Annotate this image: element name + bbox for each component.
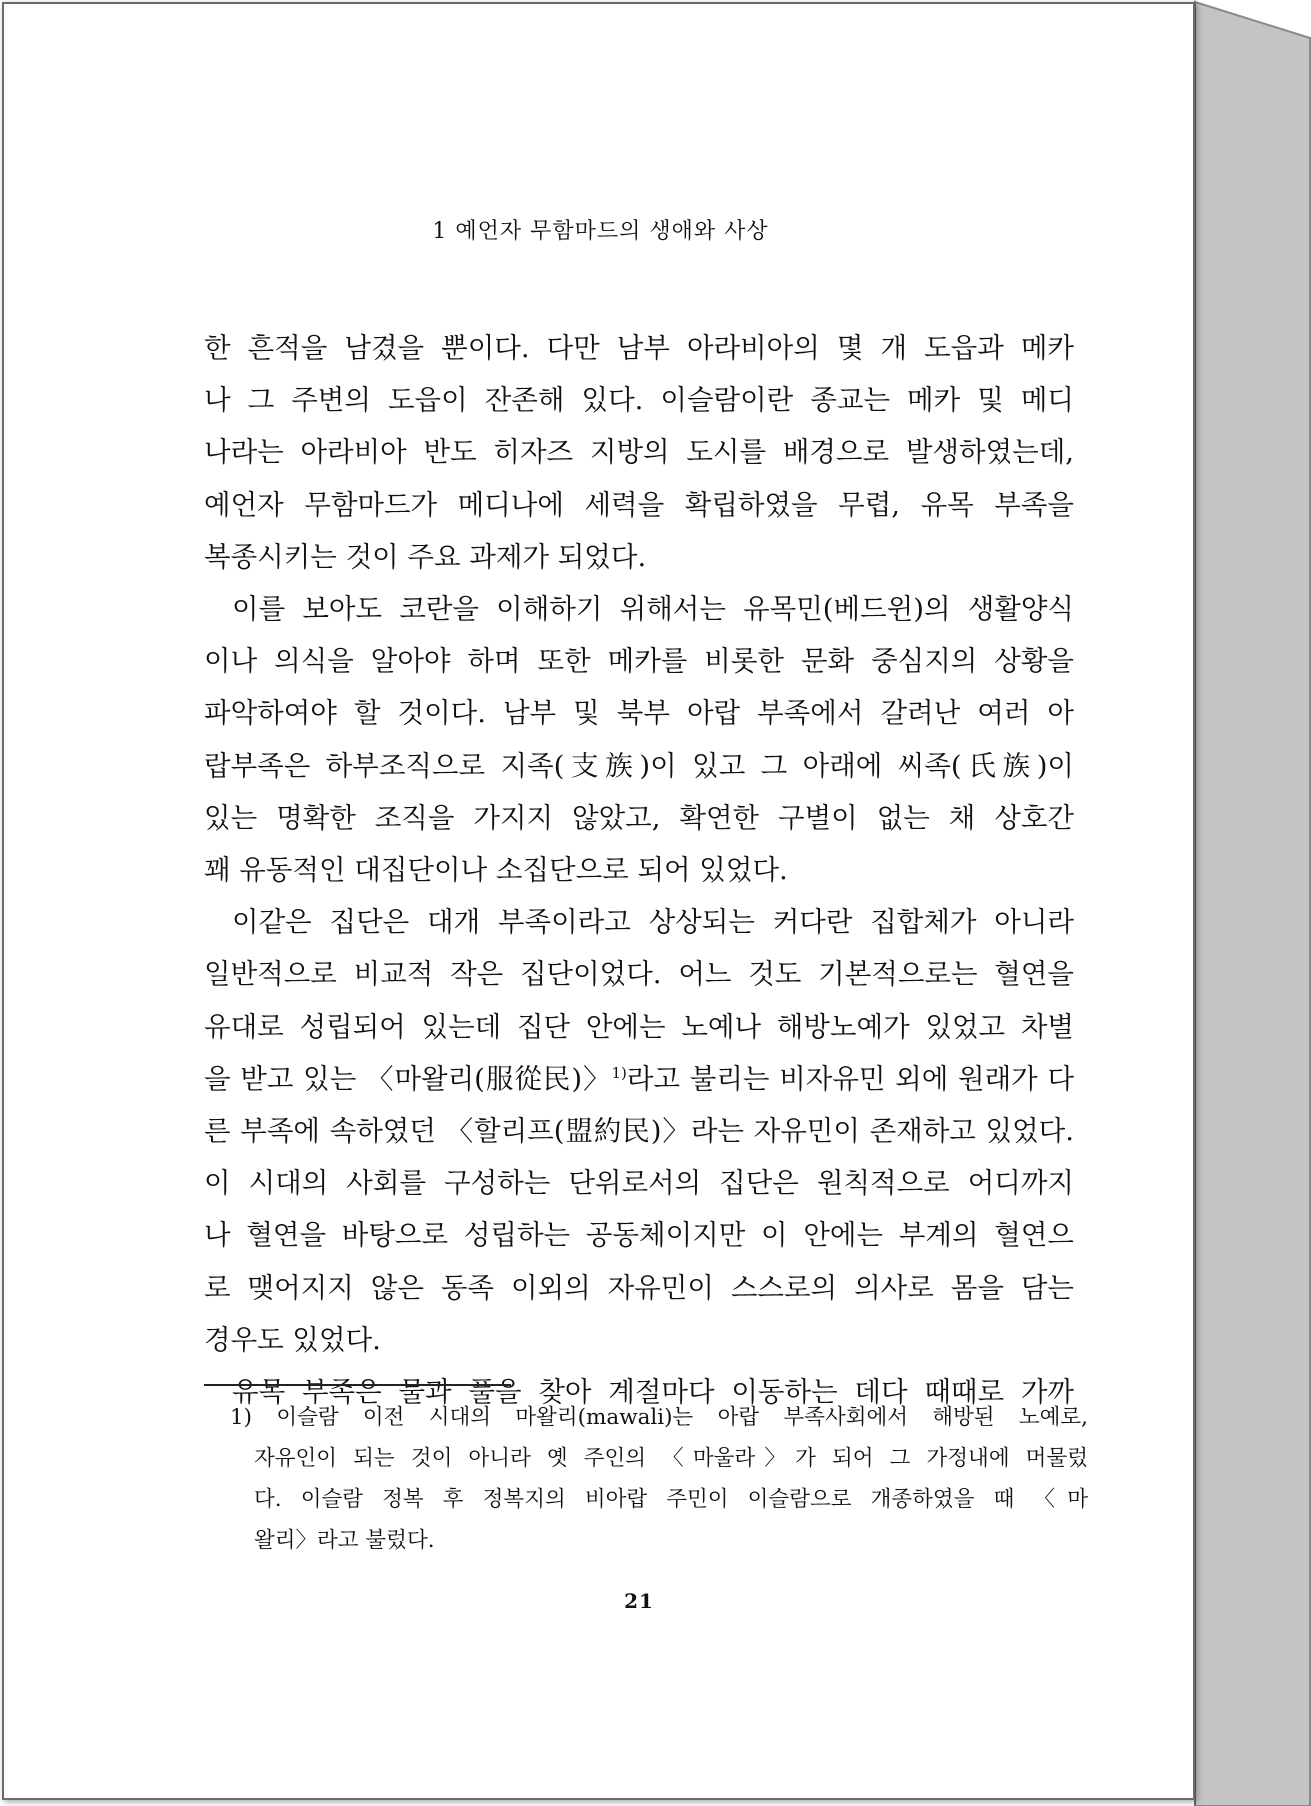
book-page bbox=[2, 2, 1195, 1800]
text-line: 이같은 집단은 대개 부족이라고 상상되는 커다란 집합체가 아니라 bbox=[232, 906, 1074, 939]
text-segment: 라고 불리는 비자유민 외에 원래가 다 bbox=[626, 1062, 1075, 1095]
text-line: 이를 보아도 코란을 이해하기 위해서는 유목민(베드윈)의 생활양식 bbox=[232, 593, 1074, 626]
text-line: 이나 의식을 알아야 하며 또한 메카를 비롯한 문화 중심지의 상황을 bbox=[204, 645, 1074, 678]
text-line-with-footnote bbox=[204, 1053, 1074, 1105]
text-line: 예언자 무함마드가 메디나에 세력을 확립하였을 무렵, 유목 부족을 bbox=[204, 488, 1074, 521]
text-line: 로 맺어지지 않은 동족 이외의 자유민이 스스로의 의사로 몸을 담는 bbox=[204, 1271, 1074, 1304]
text-line: 파악하여야 할 것이다. 남부 및 북부 아랍 부족에서 갈려난 여러 아 bbox=[204, 697, 1074, 730]
footnote-line: 다. 이슬람 정복 후 정복지의 비아랍 주민이 이슬람으로 개종하였을 때 〈마 bbox=[254, 1487, 1088, 1512]
footnote bbox=[230, 1397, 1088, 1561]
text-line: 있는 명확한 조직을 가지지 않았고, 확연한 구별이 없는 채 상호간 bbox=[204, 801, 1074, 834]
text-line: 유대로 성립되어 있는데 집단 안에는 노예나 해방노예가 있었고 차별 bbox=[204, 1010, 1074, 1043]
footnote-line: 왈리〉라고 불렀다. bbox=[254, 1528, 435, 1553]
text-segment: 을 받고 있는 〈마왈리(服從民)〉 bbox=[204, 1062, 612, 1095]
text-line: 나라는 아라비아 반도 히자즈 지방의 도시를 배경으로 발생하였는데, bbox=[204, 436, 1074, 469]
text-line: 른 부족에 속하였던 〈할리프(盟約民)〉라는 자유민이 존재하고 있었다. bbox=[204, 1115, 1074, 1148]
text-line: 한 흔적을 남겼을 뿐이다. 다만 남부 아라비아의 몇 개 도읍과 메카 bbox=[204, 332, 1074, 364]
footnote-text: 이슬람 이전 시대의 마왈리(mawali)는 아랍 부족사회에서 해방된 노예로, bbox=[276, 1405, 1088, 1430]
text-line: 일반적으로 비교적 작은 집단이었다. 어느 것도 기본적으로는 혈연을 bbox=[204, 958, 1074, 991]
text-line: 경우도 있었다. bbox=[204, 1323, 381, 1356]
running-head: 1 예언자 무함마드의 생애와 사상 bbox=[432, 219, 769, 244]
footnote-line bbox=[230, 1397, 1088, 1438]
footnote-divider bbox=[204, 1384, 511, 1386]
page-number: 21 bbox=[624, 1589, 654, 1613]
text-line: 꽤 유동적인 대집단이나 소집단으로 되어 있었다. bbox=[204, 854, 788, 887]
footnote-line: 자유인이 되는 것이 아니라 옛 주인의 〈마울라〉가 되어 그 가정내에 머물렀 bbox=[254, 1446, 1088, 1471]
footnote-ref: 1) bbox=[611, 1063, 627, 1082]
body-text bbox=[204, 322, 1074, 1418]
text-line: 나 혈연을 바탕으로 성립하는 공동체이지만 이 안에는 부계의 혈연으 bbox=[204, 1219, 1074, 1252]
text-line: 이 시대의 사회를 구성하는 단위로서의 집단은 원칙적으로 어디까지 bbox=[204, 1167, 1074, 1200]
footnote-number: 1) bbox=[230, 1405, 253, 1430]
text-line: 나 그 주변의 도읍이 잔존해 있다. 이슬람이란 종교는 메카 및 메디 bbox=[204, 384, 1074, 417]
text-line: 복종시키는 것이 주요 과제가 되었다. bbox=[204, 540, 647, 573]
text-line: 유목 부족은 물과 풀을 찾아 계절마다 이동하는 데다 때때로 가까 bbox=[232, 1376, 1074, 1409]
text-line: 랍부족은 하부조직으로 지족(支族)이 있고 그 아래에 씨족(氏族)이 bbox=[204, 749, 1074, 782]
